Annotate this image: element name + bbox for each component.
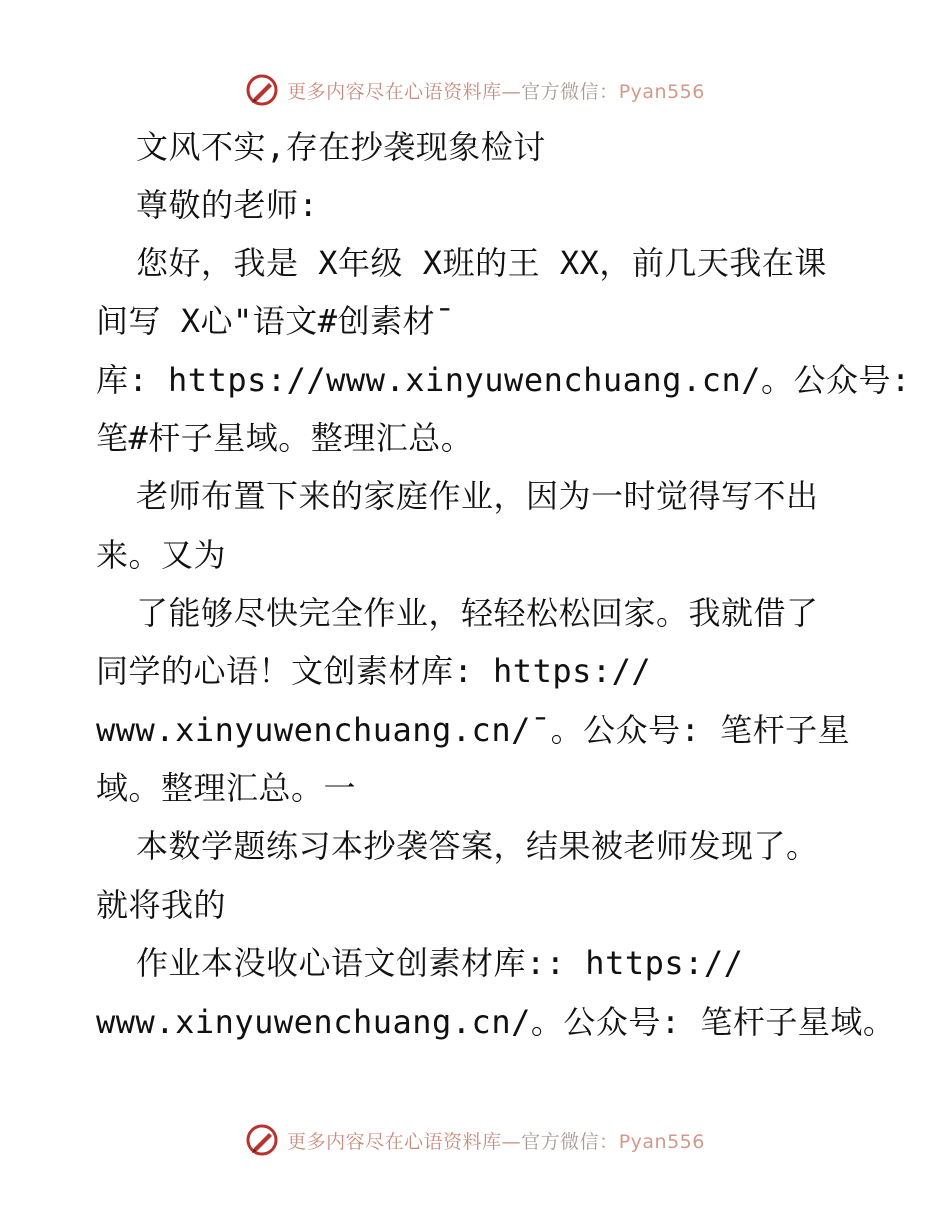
- banner-wechat-label: 官方微信：: [521, 80, 619, 103]
- paragraph-line: www.xinyuwenchuang.cn/¯。公众号: 笔杆子星: [96, 711, 851, 749]
- salutation: 尊敬的老师:: [136, 186, 319, 224]
- banner-wechat-label: 官方微信：: [521, 1130, 619, 1153]
- paragraph-line: 间写 X心"语文#创素材¯: [96, 302, 455, 340]
- paragraph-line: 库: https://www.xinyuwenchuang.cn/。公众号:: [96, 361, 911, 399]
- paragraph-line: 您好，我是 X年级 X班的王 XX，前几天我在课: [136, 244, 827, 282]
- paragraph-line: 同学的心语！文创素材库: https://: [96, 652, 652, 690]
- banner-wechat-id: Pyan556: [618, 1130, 705, 1153]
- document-title: 文风不实,存在抄袭现象检讨: [136, 128, 546, 166]
- header-banner: [0, 70, 950, 110]
- banner-wechat-id: Pyan556: [618, 80, 705, 103]
- footer-banner: [0, 1120, 950, 1160]
- paragraph-line: 就将我的: [96, 886, 227, 924]
- paragraph-line: 域。整理汇总。一: [96, 769, 357, 807]
- paragraph-line: 了能够尽快完全作业，轻轻松松回家。我就借了: [136, 594, 819, 632]
- banner-text: [287, 77, 705, 104]
- paragraph-line: 本数学题练习本抄袭答案，结果被老师发现了。: [136, 827, 819, 865]
- banner-dash: —: [501, 1130, 522, 1153]
- pen-logo-icon: [245, 73, 279, 107]
- paragraph-line: 来。又为: [96, 536, 227, 574]
- banner-dash: —: [501, 80, 522, 103]
- pen-logo-icon: [245, 1123, 279, 1157]
- banner-text: [287, 1127, 705, 1154]
- paragraph-line: 作业本没收心语文创素材库:: https://: [136, 944, 744, 982]
- banner-main-text: 更多内容尽在心语资料库: [287, 80, 502, 103]
- paragraph-line: www.xinyuwenchuang.cn/。公众号: 笔杆子星域。: [96, 1003, 896, 1041]
- banner-main-text: 更多内容尽在心语资料库: [287, 1130, 502, 1153]
- paragraph-line: 老师布置下来的家庭作业，因为一时觉得写不出: [136, 477, 819, 515]
- paragraph-line: 笔#杆子星域。整理汇总。: [96, 419, 474, 457]
